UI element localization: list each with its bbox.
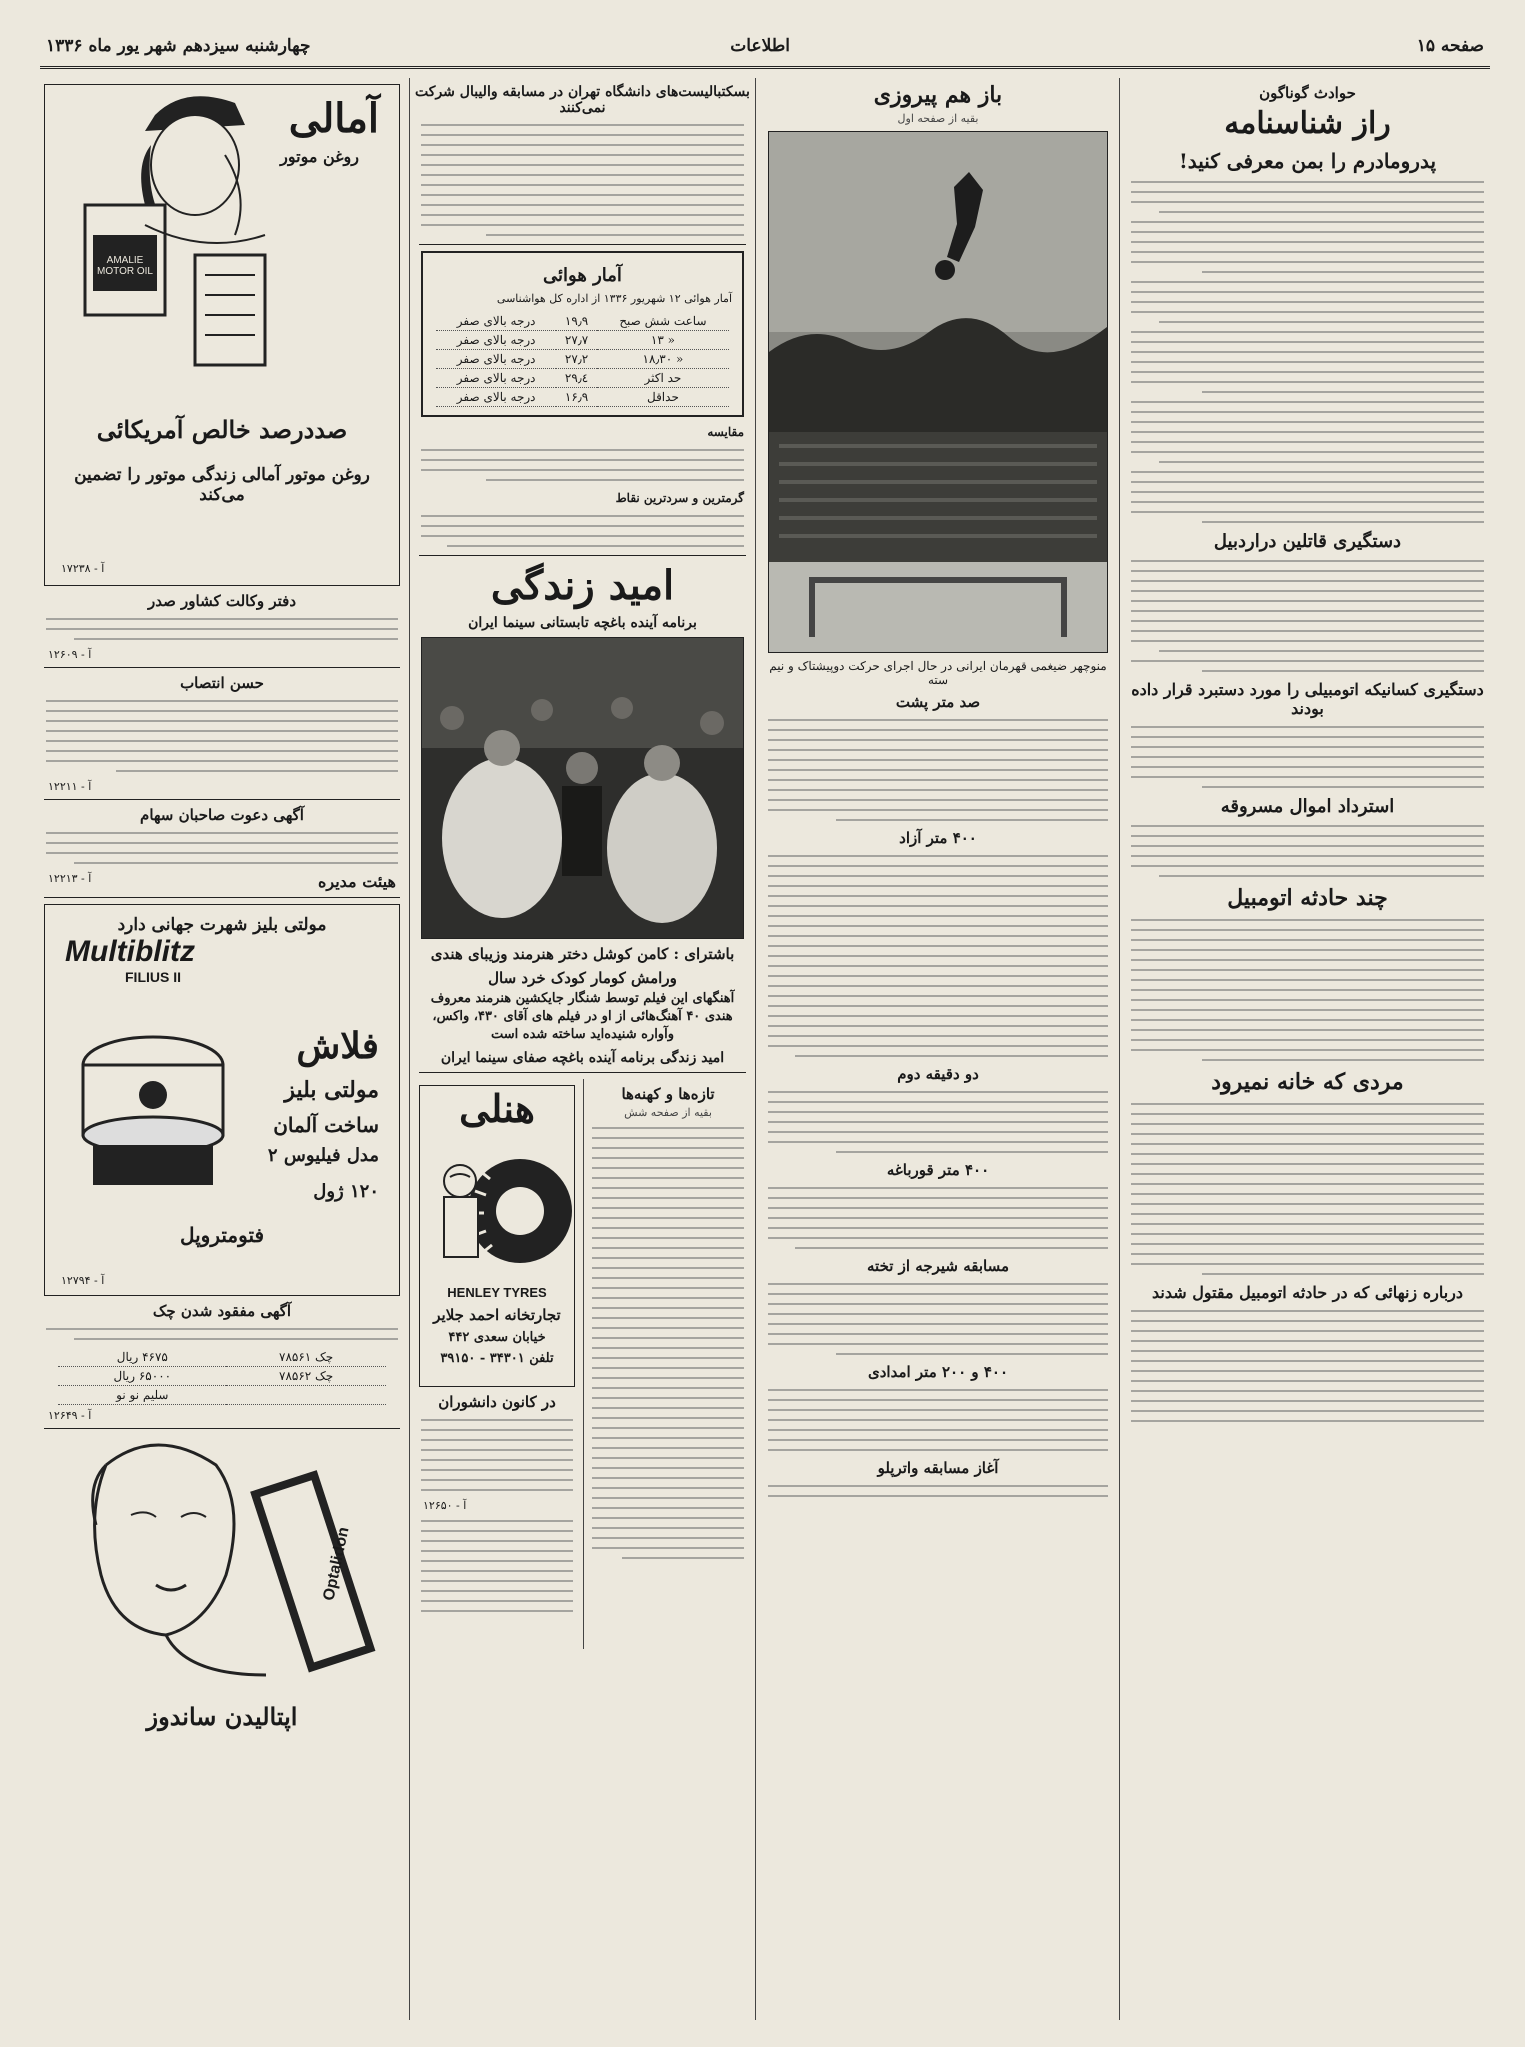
continued-note: بقیه از صفحه اول	[897, 112, 979, 125]
flash-fa-brand: مولتی بلیز	[284, 1077, 379, 1103]
ad-ref: آ - ۱۲۶۵۰	[423, 1499, 467, 1512]
diver-photo-image	[769, 132, 1107, 652]
amalie-illustration	[45, 85, 295, 395]
lost-check-ref: آ - ۱۲۶۴۹	[48, 1409, 92, 1422]
event-heading: ۴۰۰ و ۲۰۰ متر امدادی	[868, 1363, 1008, 1381]
compare-label: مقایسه	[707, 425, 744, 439]
weather-row	[436, 350, 728, 369]
column-ads	[40, 78, 404, 2020]
lost-check-cell-label: چک ۷۸۵۶۲	[226, 1367, 385, 1386]
henley-ad-column	[415, 1079, 579, 1649]
weather-row	[436, 331, 728, 350]
shares-ref: آ - ۱۲۲۱۳	[48, 872, 92, 885]
weather-cell-label: « ۱۸٫۳۰	[597, 350, 729, 369]
sports-headline: باز هم پیروزی	[873, 82, 1003, 108]
headline-section: مردی که خانه نمیرود	[1211, 1069, 1404, 1095]
weather-box	[421, 251, 744, 417]
paper-name: اطلاعات	[730, 36, 790, 56]
optalidon-fa: اپتالیدن ساندوز	[146, 1702, 298, 1731]
weather-cell-value: ۲۹٫٤	[556, 369, 597, 388]
weather-cell-label: « ۱۳	[597, 331, 729, 350]
basketball-headline: بسکتبالیست‌های دانشگاه تهران در مسابقه والیبال شرکت نمی‌کنند	[415, 84, 750, 116]
event-heading: مسابقه شیرجه از تخته	[867, 1257, 1009, 1275]
page-number: صفحه ۱۵	[1416, 36, 1484, 56]
weather-cell-note: درجه بالای صفر	[436, 312, 556, 331]
optalidon-en: Optalidon	[320, 1525, 353, 1603]
amalie-ref: آ - ۱۷۲۳۸	[61, 562, 105, 575]
film-footer: امید زندگی برنامه آینده باغچه صفای سینما ایران	[440, 1050, 725, 1066]
shares-title: آگهی دعوت صاحبان سهام	[140, 806, 304, 824]
flash-top: مولتی بلیز شهرت جهانی دارد	[117, 915, 327, 935]
column-news	[1125, 78, 1490, 2020]
flash-brand: Multiblitz	[65, 935, 195, 968]
weather-cell-value: ۲۷٫۲	[556, 350, 597, 369]
weather-table	[436, 312, 728, 407]
issue-date: چهارشنبه سیزدهم شهر یور ماه ۱۳۳۶	[46, 36, 311, 56]
new-old-title: تازه‌ها و کهنه‌ها	[621, 1085, 715, 1103]
flash-made: ساخت آلمان	[273, 1113, 379, 1137]
lost-check-table	[58, 1348, 386, 1405]
weather-intro: آمار هوائی ۱۲ شهریور ۱۳۳۶ از اداره کل هواشناسی	[496, 292, 732, 305]
film-still	[421, 637, 744, 939]
newspaper-page	[40, 30, 1490, 2020]
column-rule	[409, 78, 410, 2020]
lost-check-row	[58, 1386, 386, 1405]
flash-agent: فتومتروپل	[179, 1223, 265, 1247]
lost-check-cell-amount: ۶۵۰۰۰ ریال	[58, 1367, 226, 1386]
amalie-ad	[44, 84, 400, 586]
lost-check-row	[58, 1348, 386, 1367]
article-body	[1131, 181, 1484, 523]
film-line-2: ورامش کومار کودک خرد سال	[488, 969, 677, 987]
lost-check-cell-label: چک ۷۸۵۶۱	[226, 1348, 385, 1367]
lost-check-cell-label	[226, 1386, 385, 1405]
weather-row	[436, 312, 728, 331]
flash-fa: فلاش	[296, 1025, 379, 1067]
cinema-subtitle: برنامه آینده باغچه تابستانی سینما ایران	[468, 615, 697, 631]
weather-cell-label: ساعت شش صبح	[597, 312, 729, 331]
headline-section: استرداد اموال مسروقه	[1220, 796, 1395, 817]
henley-address: خیابان سعدی ۴۴۲	[448, 1330, 546, 1345]
column-rule	[1119, 78, 1120, 2020]
weather-cell-value: ۲۷٫۷	[556, 331, 597, 350]
kicker: حوادث گوناگون	[1259, 84, 1356, 102]
weather-cell-note: درجه بالای صفر	[436, 388, 556, 407]
headline-sub: پدرومادرم را بمن معرفی کنید!	[1178, 149, 1437, 173]
cinema-title: امید زندگی	[490, 562, 675, 609]
flash-model: FILIUS II	[125, 969, 181, 985]
event-heading: صد متر پشت	[895, 693, 981, 711]
new-old-sub: بقیه از صفحه شش	[624, 1106, 712, 1119]
weather-cell-label: حد اکثر	[597, 369, 729, 388]
henley-ad	[419, 1085, 575, 1387]
event-heading: ۴۰۰ متر قورباغه	[886, 1161, 990, 1179]
henley-brand: هنلی	[459, 1086, 535, 1131]
photo-caption: منوچهر ضیغمی قهرمان ایرانی در حال اجرای حرکت دوپیشتاک و نیم سته	[769, 659, 1107, 687]
hottest-label: گرمترین و سردترین نقاط	[615, 491, 744, 505]
amalie-tag: روغن موتور	[280, 147, 359, 166]
amalie-can-label: AMALIE MOTOR OIL	[97, 255, 153, 277]
flash-ad	[44, 904, 400, 1296]
headline-main: راز شناسنامه	[1224, 106, 1391, 141]
event-heading: آغاز مسابقه واترپلو	[877, 1459, 999, 1477]
cinema-ad	[415, 562, 750, 1066]
headline-section: دستگیری قاتلین دراردبیل	[1213, 531, 1402, 552]
weather-cell-note: درجه بالای صفر	[436, 350, 556, 369]
lawyer-ref: آ - ۱۲۶۰۹	[48, 648, 92, 661]
lost-check-cell-amount: ۴۶۷۵ ریال	[58, 1348, 226, 1367]
weather-title: آمار هوائی	[543, 265, 622, 286]
flash-unit-illustration	[53, 1025, 253, 1195]
weather-row	[436, 369, 728, 388]
appointment-title: حسن انتصاب	[180, 674, 264, 692]
flash-ref: آ - ۱۲۷۹۴	[61, 1274, 105, 1287]
headline-section: دستگیری کسانیکه اتومبیلی را مورد دستبرد قرار داده بودند	[1131, 680, 1484, 718]
henley-phone: تلفن ۳۴۳۰۱ - ۳۹۱۵۰	[440, 1351, 554, 1366]
diver-photo	[768, 131, 1108, 653]
lawyer-title: دفتر وکالت کشاور صدر	[147, 592, 296, 610]
flash-model-fa: مدل فیلیوس ۲	[267, 1145, 379, 1166]
new-old-article	[586, 1079, 750, 1649]
flash-price: ۱۲۰ ژول	[313, 1181, 379, 1202]
amalie-slogan: صددرصد خالص آمریکائی	[96, 415, 348, 444]
film-line-1: باشترای : کامن کوشل دختر هنرمند وزیبای هندی	[430, 945, 735, 963]
optalidon-ad	[44, 1435, 400, 1735]
film-still-image	[422, 638, 743, 938]
shares-signature: هیئت مدیره	[317, 872, 396, 891]
weather-row	[436, 388, 728, 407]
weather-cell-value: ۱۶٫۹	[556, 388, 597, 407]
amalie-brand: آمالی	[288, 95, 379, 142]
event-heading: دو دقیقه دوم	[897, 1065, 979, 1083]
event-heading: ۴۰۰ متر آزاد	[899, 829, 977, 847]
weather-cell-note: درجه بالای صفر	[436, 331, 556, 350]
weather-cell-label: حداقل	[597, 388, 729, 407]
amalie-text: روغن موتور آمالی زندگی موتور را تضمین می‌کند	[74, 465, 370, 505]
appointment-ref: آ - ۱۲۲۱۱	[48, 780, 92, 793]
weather-cell-note: درجه بالای صفر	[436, 369, 556, 388]
lost-check-title: آگهی مفقود شدن چک	[152, 1302, 292, 1320]
page-header	[40, 30, 1490, 69]
weather-cell-value: ۱۹٫۹	[556, 312, 597, 331]
university-title: در کانون دانشوران	[438, 1393, 556, 1411]
column-misc	[415, 78, 750, 2020]
headline-section: درباره زنهائی که در حادثه اتومبیل مقتول شدند	[1151, 1283, 1463, 1302]
henley-en: HENLEY TYRES	[447, 1285, 547, 1300]
film-line-3: آهنگهای این فیلم توسط شنگار جایکشین هنرمند معروف هندی ۴۰ آهنگ‌هائی از او در فیلم های آقای ۴۳۰، واکس، وآواره شنیده‌اید ساخته شده است	[430, 991, 735, 1042]
tyre-illustration	[420, 1131, 574, 1281]
column-rule	[755, 78, 756, 2020]
headline-section: چند حادثه اتومبیل	[1227, 885, 1388, 911]
lower-split	[415, 1079, 750, 1649]
lost-check-row	[58, 1367, 386, 1386]
henley-dealer: تجارتخانه احمد جلایر	[433, 1306, 561, 1324]
lost-check-cell-amount: سلیم نو نو	[58, 1386, 226, 1405]
column-sports	[762, 78, 1114, 2020]
